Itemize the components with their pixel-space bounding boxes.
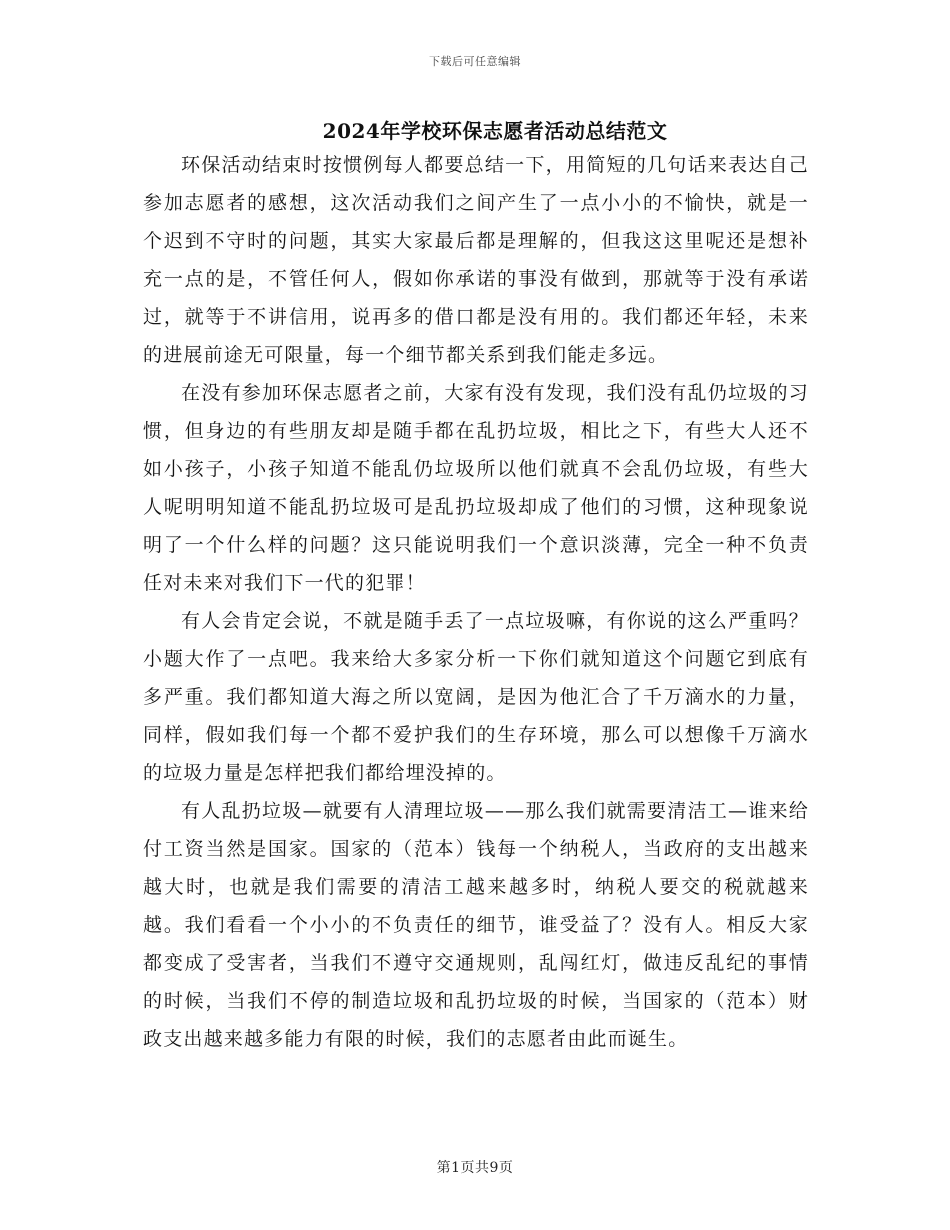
paragraph-3: 有人会肯定会说，不就是随手丢了一点垃圾嘛，有你说的这么严重吗？小题大作了一点吧。我来给大多家分析一下你们就知道这个问题它到底有多严重。我们都知道大海之所以宽阔，是因为他汇合了千万滴水的力量，同样，假如我们每一个都不爱护我们的生存环境，那么可以想像千万滴水的垃圾力量是怎样把我们都给埋没掉的。 (143, 610, 809, 784)
document-title: 2024年学校环保志愿者活动总结范文 (322, 119, 668, 143)
paragraph-2: 在没有参加环保志愿者之前，大家有没有发现，我们没有乱仍垃圾的习惯，但身边的有些朋友却是随手都在乱扔垃圾，相比之下，有些大人还不如小孩子，小孩子知道不能乱仍垃圾所以他们就真不会乱仍垃圾，有些大人呢明明知道不能乱扔垃圾可是乱扔垃圾却成了他们的习惯，这种现象说明了一个什么样的问题？这只能说明我们一个意识淡薄，完全一种不负责任对未来对我们下一代的犯罪！ (143, 382, 809, 594)
document-body (143, 146, 809, 1058)
paragraph-1: 环保活动结束时按惯例每人都要总结一下，用简短的几句话来表达自己参加志愿者的感想，这次活动我们之间产生了一点小小的不愉快，就是一个迟到不守时的问题，其实大家最后都是理解的，但我这这里呢还是想补充一点的是，不管任何人，假如你承诺的事没有做到，那就等于没有承诺过，就等于不讲信用，说再多的借口都是没有用的。我们都还年轻，未来的进展前途无可限量，每一个细节都关系到我们能走多远。 (143, 154, 809, 366)
paragraph-4: 有人乱扔垃圾—就要有人清理垃圾——那么我们就需要清洁工—谁来给付工资当然是国家。国家的（范本）钱每一个纳税人，当政府的支出越来越大时，也就是我们需要的清洁工越来越多时，纳税人要交的税就越来越。我们看看一个小小的不负责任的细节，谁受益了？没有人。相反大家都变成了受害者，当我们不遵守交通规则，乱闯红灯，做违反乱纪的事情的时候，当我们不停的制造垃圾和乱扔垃圾的时候，当国家的（范本）财政支出越来越多能力有限的时候，我们的志愿者由此而诞生。 (143, 800, 809, 1050)
page-number: 第1页共9页 (436, 1160, 514, 1176)
header-note: 下载后可任意编辑 (429, 55, 521, 68)
